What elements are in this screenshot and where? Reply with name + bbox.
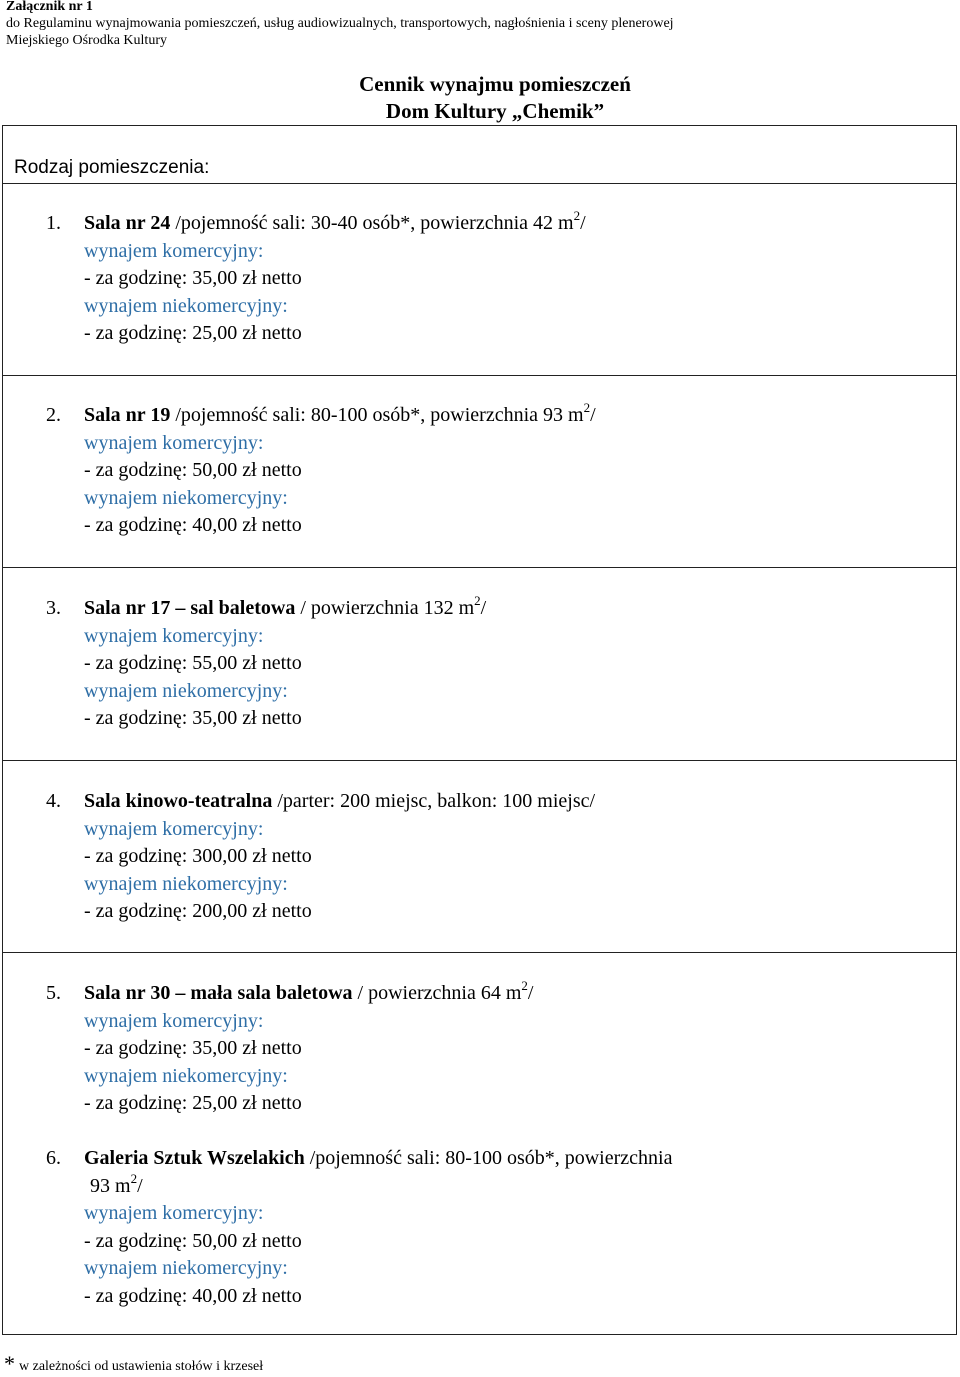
commercial-label: wynajem komercyjny: <box>84 239 264 262</box>
noncommercial-price: - za godzinę: 40,00 zł netto <box>84 514 302 536</box>
room-item-1 <box>46 210 946 348</box>
unit-superscript: 2 <box>583 400 591 415</box>
unit-superscript: 2 <box>474 593 481 608</box>
room-item-5 <box>46 980 946 1118</box>
noncommercial-price: - za godzinę: 200,00 zł netto <box>84 900 312 922</box>
noncommercial-label: wynajem niekomercyjny: <box>84 872 288 895</box>
footnote-text: w zależności od ustawienia stołów i krzeseł <box>19 1359 264 1374</box>
description-tail: / <box>480 597 487 619</box>
description-tail: / <box>137 1174 143 1197</box>
commercial-price: - za godzinę: 50,00 zł netto <box>84 1229 302 1252</box>
commercial-price: - za godzinę: 50,00 zł netto <box>84 459 302 481</box>
noncommercial-price: - za godzinę: 35,00 zł netto <box>84 707 302 729</box>
table-divider <box>2 952 957 953</box>
commercial-label: wynajem komercyjny: <box>84 1202 264 1224</box>
description-tail: / <box>580 212 586 234</box>
commercial-label: wynajem komercyjny: <box>84 624 264 647</box>
commercial-price: - za godzinę: 35,00 zł netto <box>84 1037 302 1059</box>
institution-name: Miejskiego Ośrodka Kultury <box>6 33 167 48</box>
footnote-star: * <box>4 1351 15 1376</box>
room-name: Sala nr 19 <box>84 404 171 426</box>
noncommercial-label: wynajem niekomercyjny: <box>84 679 288 702</box>
regulation-reference: do Regulaminu wynajmowania pomieszczeń, usług audiowizualnych, transportowych, nagłośnienia i sceny plenerowej <box>6 16 674 31</box>
room-description: / powierzchnia 132 m <box>295 597 475 619</box>
room-description: / powierzchnia 64 m <box>352 982 522 1004</box>
venue-title: Dom Kultury „Chemik” <box>385 99 605 123</box>
unit-superscript: 2 <box>573 208 581 223</box>
commercial-label: wynajem komercyjny: <box>84 817 264 840</box>
commercial-price: - za godzinę: 55,00 zł netto <box>84 652 302 674</box>
room-name: Sala nr 30 – mała sala baletowa <box>84 982 353 1004</box>
noncommercial-price: - za godzinę: 25,00 zł netto <box>84 322 302 344</box>
table-divider <box>2 375 957 376</box>
room-item-6 <box>46 1145 946 1310</box>
room-name: Sala nr 17 – sal baletowa <box>84 597 296 619</box>
room-description: /parter: 200 miejsc, balkon: 100 miejsc/ <box>272 790 596 812</box>
table-divider <box>2 183 957 184</box>
room-description: /pojemność sali: 80-100 osób*, powierzchnia 93 m <box>170 404 584 426</box>
commercial-label: wynajem komercyjny: <box>84 1009 264 1032</box>
room-description-cont: 93 m <box>90 1174 131 1197</box>
footnote <box>4 1351 264 1377</box>
commercial-price: - za godzinę: 35,00 zł netto <box>84 267 302 289</box>
item-number: 4. <box>46 790 61 812</box>
room-item-3 <box>46 595 946 733</box>
table-divider <box>2 760 957 761</box>
item-number: 5. <box>46 982 61 1004</box>
attachment-number: Załącznik nr 1 <box>6 0 93 14</box>
commercial-price: - za godzinę: 300,00 zł netto <box>84 845 312 867</box>
description-tail: / <box>590 404 596 426</box>
noncommercial-label: wynajem niekomercyjny: <box>84 294 288 317</box>
unit-superscript: 2 <box>130 1170 138 1186</box>
room-item-2 <box>46 402 946 540</box>
item-number: 2. <box>46 404 61 426</box>
room-description: /pojemność sali: 30-40 osób*, powierzchnia 42 m <box>170 212 574 234</box>
table-divider <box>2 567 957 568</box>
noncommercial-label: wynajem niekomercyjny: <box>84 1064 288 1087</box>
noncommercial-price: - za godzinę: 40,00 zł netto <box>84 1284 302 1307</box>
room-name: Sala kinowo-teatralna <box>84 790 273 812</box>
unit-superscript: 2 <box>521 978 528 993</box>
item-number: 1. <box>46 212 61 234</box>
room-name: Sala nr 24 <box>84 212 171 234</box>
commercial-label: wynajem komercyjny: <box>84 431 264 454</box>
room-item-4 <box>46 788 946 926</box>
noncommercial-price: - za godzinę: 25,00 zł netto <box>84 1092 302 1114</box>
description-tail: / <box>527 982 534 1004</box>
room-name: Galeria Sztuk Wszelakich <box>84 1147 305 1169</box>
room-description: /pojemność sali: 80-100 osób*, powierzchnia <box>304 1147 673 1169</box>
item-number: 3. <box>46 597 61 619</box>
price-list-title: Cennik wynajmu pomieszczeń <box>359 72 631 96</box>
noncommercial-label: wynajem niekomercyjny: <box>84 486 288 509</box>
room-type-label: Rodzaj pomieszczenia: <box>14 157 210 178</box>
item-number: 6. <box>46 1147 61 1169</box>
noncommercial-label: wynajem niekomercyjny: <box>84 1257 288 1279</box>
